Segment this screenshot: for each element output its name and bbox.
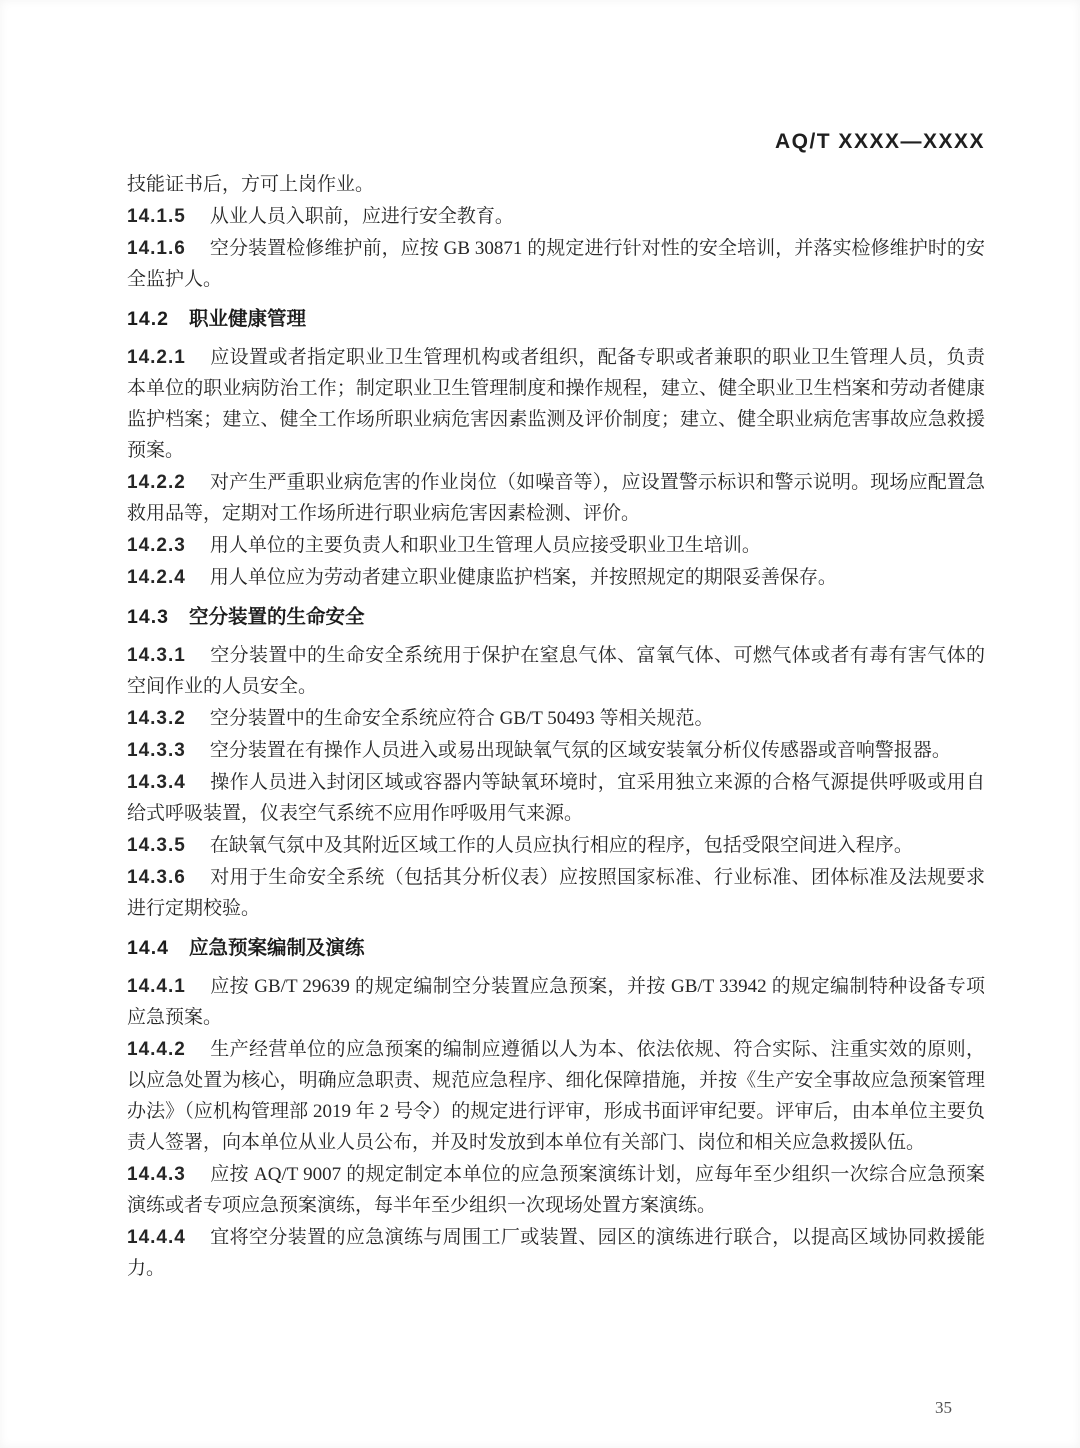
clause-text: 技能证书后，方可上岗作业。: [127, 174, 375, 195]
clause-number: 14.2.1: [127, 347, 186, 368]
standard-code-header: AQ/T XXXX—XXXX: [774, 130, 985, 153]
clause-paragraph: [127, 862, 985, 924]
clause-text: 操作人员进入封闭区域或容器内等缺氧环境时，宜采用独立来源的合格气源提供呼吸或用自给式呼吸装置，仪表空气系统不应用作呼吸用气来源。: [127, 772, 985, 824]
clause-number: 14.4.3: [127, 1164, 186, 1185]
clause-number: 14.3.5: [127, 835, 186, 856]
clause-text: 对产生严重职业病危害的作业岗位（如噪音等），应设置警示标识和警示说明。现场应配置急救用品等，定期对工作场所进行职业病危害因素检测、评价。: [127, 472, 985, 524]
clause-number: 14.3.3: [127, 740, 186, 761]
clause-paragraph: [127, 1222, 985, 1284]
clause-text: 空分装置中的生命安全系统用于保护在窒息气体、富氧气体、可燃气体或者有毒有害气体的空间作业的人员安全。: [127, 645, 985, 697]
clause-number: 14.4.2: [127, 1039, 186, 1060]
clause-number: 14.4.4: [127, 1227, 186, 1248]
clause-paragraph: [127, 640, 985, 702]
heading-text: 空分装置的生命安全: [188, 606, 365, 628]
section-heading: [127, 304, 985, 335]
section-heading: [127, 933, 985, 964]
clause-text: 用人单位的主要负责人和职业卫生管理人员应接受职业卫生培训。: [209, 535, 761, 556]
clause-paragraph: [127, 169, 985, 200]
clause-paragraph: [127, 767, 985, 829]
clause-number: 14.3.2: [127, 708, 186, 729]
clause-text: 对用于生命安全系统（包括其分析仪表）应按照国家标准、行业标准、团体标准及法规要求进行定期校验。: [127, 867, 985, 919]
clause-text: 空分装置检修维护前，应按 GB 30871 的规定进行针对性的安全培训，并落实检修维护时的安全监护人。: [127, 238, 985, 290]
clause-paragraph: [127, 735, 985, 766]
clause-text: 应按 AQ/T 9007 的规定制定本单位的应急预案演练计划，应每年至少组织一次综合应急预案演练或者专项应急预案演练，每半年至少组织一次现场处置方案演练。: [127, 1164, 985, 1216]
clause-paragraph: [127, 201, 985, 232]
clause-text: 应按 GB/T 29639 的规定编制空分装置应急预案，并按 GB/T 33942 的规定编制特种设备专项应急预案。: [127, 976, 985, 1028]
clause-paragraph: [127, 562, 985, 593]
clause-number: 14.4: [127, 937, 169, 959]
clause-paragraph: [127, 342, 985, 466]
clause-text: 生产经营单位的应急预案的编制应遵循以人为本、依法依规、符合实际、注重实效的原则，以应急处置为核心，明确应急职责、规范应急程序、细化保障措施，并按《生产安全事故应急预案管理办法》（应机构管理部 2019 年 2 号令）的规定进行评审，形成书面评审纪要。评审后，由本单位主要负责人签署，向本单位从业人员公布，并及时发放到本单位有关部门、岗位和相关应急救援队伍。: [127, 1039, 985, 1153]
page-number: 35: [935, 1398, 952, 1417]
clause-text: 从业人员入职前，应进行安全教育。: [209, 206, 514, 227]
heading-text: 职业健康管理: [188, 308, 306, 330]
clause-number: 14.2: [127, 308, 169, 330]
clause-number: 14.3.1: [127, 645, 186, 666]
clause-number: 14.3.4: [127, 772, 186, 793]
clause-text: 宜将空分装置的应急演练与周围工厂或装置、园区的演练进行联合，以提高区域协同救援能力。: [127, 1227, 985, 1279]
clause-paragraph: [127, 233, 985, 295]
document-body: [127, 168, 985, 1285]
clause-text: 应设置或者指定职业卫生管理机构或者组织，配备专职或者兼职的职业卫生管理人员，负责本单位的职业病防治工作；制定职业卫生管理制度和操作规程，建立、健全职业卫生档案和劳动者健康监护档案；建立、健全工作场所职业病危害因素监测及评价制度；建立、健全职业病危害事故应急救援预案。: [127, 347, 985, 461]
clause-number: 14.2.2: [127, 472, 186, 493]
section-heading: [127, 602, 985, 633]
clause-number: 14.1.5: [127, 206, 186, 227]
clause-number: 14.1.6: [127, 238, 186, 259]
clause-text: 空分装置中的生命安全系统应符合 GB/T 50493 等相关规范。: [209, 708, 714, 729]
clause-text: 在缺氧气氛中及其附近区域工作的人员应执行相应的程序，包括受限空间进入程序。: [209, 835, 913, 856]
clause-paragraph: [127, 971, 985, 1033]
clause-paragraph: [127, 703, 985, 734]
clause-paragraph: [127, 467, 985, 529]
clause-text: 空分装置在有操作人员进入或易出现缺氧气氛的区域安装氧分析仪传感器或音响警报器。: [209, 740, 951, 761]
clause-paragraph: [127, 1159, 985, 1221]
clause-number: 14.4.1: [127, 976, 186, 997]
clause-number: 14.3: [127, 606, 169, 628]
clause-paragraph: [127, 530, 985, 561]
clause-paragraph: [127, 1034, 985, 1158]
clause-text: 用人单位应为劳动者建立职业健康监护档案，并按照规定的期限妥善保存。: [209, 567, 837, 588]
clause-number: 14.2.3: [127, 535, 186, 556]
clause-number: 14.2.4: [127, 567, 186, 588]
clause-paragraph: [127, 830, 985, 861]
clause-number: 14.3.6: [127, 867, 186, 888]
heading-text: 应急预案编制及演练: [188, 937, 365, 959]
